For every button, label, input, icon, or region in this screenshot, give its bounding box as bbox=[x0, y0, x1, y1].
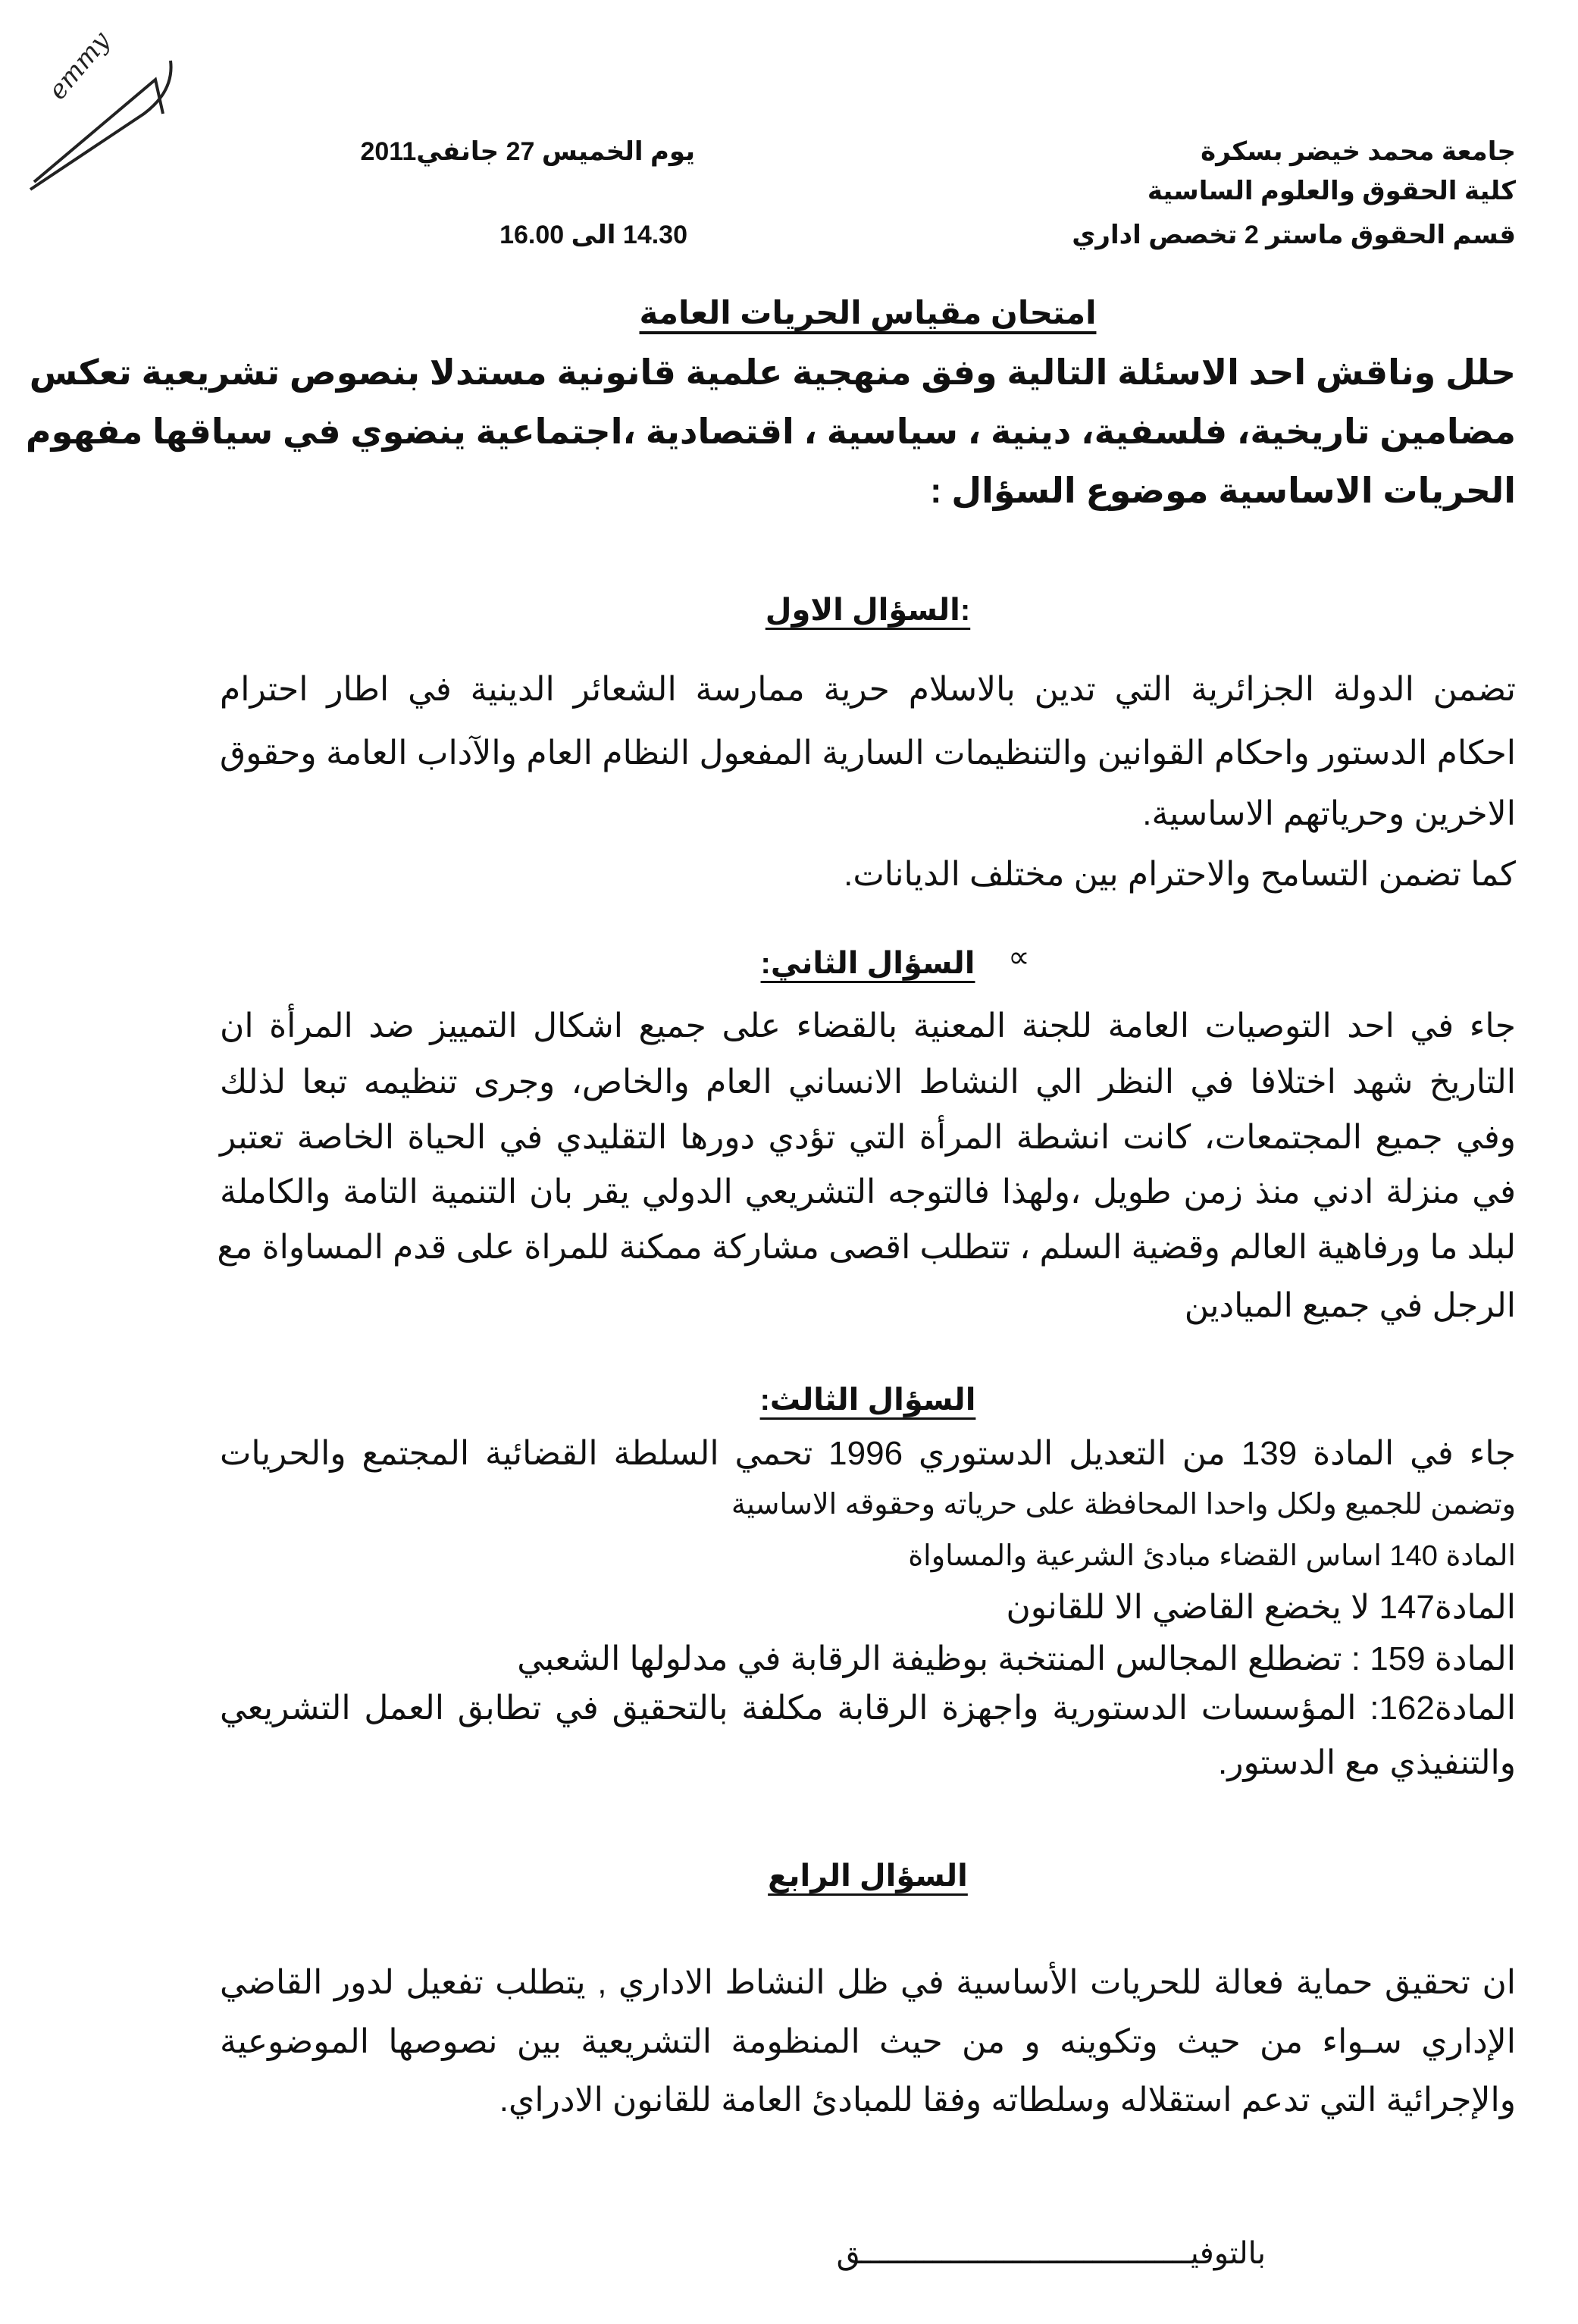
question-2-line: جاء في احد التوصيات العامة للجنة المعنية بالقضاء على جميع اشكال التمييز ضد المرأة ان bbox=[220, 1007, 1516, 1045]
question-1-heading: :السؤال الاول bbox=[765, 594, 971, 627]
question-2-line: الرجل في جميع الميادين bbox=[1184, 1287, 1516, 1324]
question-4-line: ان تحقيق حماية فعالة للحريات الأساسية في ظل النشاط الاداري , يتطلب تفعيل لدور القاضي bbox=[220, 1964, 1516, 2001]
svg-text:emmy: emmy bbox=[42, 26, 117, 106]
question-2-line: لبلد ما ورفاهية العالم وقضية السلم ، تتطلب اقصى مشاركة ممكنة للمراة على قدم المساواة مع bbox=[217, 1229, 1516, 1266]
question-3-heading: السؤال الثالث: bbox=[759, 1383, 976, 1417]
question-3-line: وتضمن للجميع ولكل واحدا المحافظة على حرياته وحقوقه الاساسية bbox=[731, 1489, 1516, 1521]
exam-title: امتحان مقياس الحريات العامة bbox=[639, 295, 1097, 330]
question-2-line: التاريخ شهد اختلافا في النظر الي النشاط الانساني العام والخاص، وجرى تنظيمه تبعا لذلك bbox=[220, 1063, 1516, 1101]
exam-date: يوم الخميس 27 جانفي2011 bbox=[360, 137, 695, 166]
question-2-line: في منزلة ادني منذ زمن طويل ،ولهذا فالتوجه التشريعي الدولي يقر بان التنمية التامة والكاملة bbox=[220, 1173, 1516, 1211]
institution-line: جامعة محمد خيضر بسكرة bbox=[1201, 137, 1516, 166]
question-3-line: المادة147 لا يخضع القاضي الا للقانون bbox=[1006, 1589, 1516, 1626]
question-4-heading: السؤال الرابع bbox=[768, 1859, 968, 1893]
question-3-line: جاء في المادة 139 من التعديل الدستوري 1996 تحمي السلطة القضائية المجتمع والحريات bbox=[220, 1435, 1516, 1472]
question-4-line: والإجرائية التي تدعم استقلاله وسلطاته وفقا للمبادئ العامة للقانون الادراي. bbox=[499, 2081, 1516, 2119]
question-3-line: المادة 140 اساس القضاء مبادئ الشرعية والمساواة bbox=[908, 1540, 1516, 1572]
question-4-line: الإداري سـواء من حيث وتكوينه و من حيث المنظومة التشريعية بين نصوصها الموضوعية bbox=[220, 2023, 1516, 2060]
question-3-line: والتنفيذي مع الدستور. bbox=[1217, 1744, 1516, 1781]
question-1-line: كما تضمن التسامح والاحترام بين مختلف الديانات. bbox=[844, 856, 1516, 893]
instruction-line: مضامين تاريخية، فلسفية، دينية ، سياسية ، اقتصادية ،اجتماعية ينضوي في سياقها مفهوم bbox=[25, 412, 1516, 451]
closing-good-luck: بالتوفيـــــــــــــــــــــــــــــــــــــق bbox=[836, 2237, 1266, 2270]
handwritten-signature bbox=[0, 0, 197, 205]
instruction-line: الحريات الاساسية موضوع السؤال : bbox=[930, 471, 1516, 510]
question-1-line: احكام الدستور واحكام القوانين والتنظيمات السارية المفعول النظام العام والآداب العامة وحقوق bbox=[220, 734, 1516, 772]
question-3-line: المادة162: المؤسسات الدستورية واجهزة الرقابة مكلفة بالتحقيق في تطابق العمل التشريعي bbox=[220, 1690, 1516, 1727]
exam-time: 14.30 الى 16.00 bbox=[499, 221, 687, 249]
question-2-line: وفي جميع المجتمعات، كانت انشطة المرأة التي تؤدي دورها التقليدي في الحياة الخاصة تعتبر bbox=[220, 1119, 1516, 1156]
question-1-line: تضمن الدولة الجزائرية التي تدين بالاسلام حرية ممارسة الشعائر الدينية في اطار احترام bbox=[220, 671, 1516, 708]
instruction-line: حلل وناقش احد الاسئلة التالية وفق منهجية علمية قانونية مستدلا بنصوص تشريعية تعكس bbox=[29, 352, 1516, 392]
institution-line: كلية الحقوق والعلوم الساسية bbox=[1147, 177, 1516, 205]
question-3-line: المادة 159 : تضطلع المجالس المنتخبة بوظيفة الرقابة في مدلولها الشعبي bbox=[517, 1640, 1516, 1677]
question-2-heading: السؤال الثاني: bbox=[760, 947, 975, 980]
question-1-line: الاخرين وحرياتهم الاساسية. bbox=[1142, 795, 1516, 832]
institution-line: قسم الحقوق ماستر 2 تخصص اداري bbox=[1072, 221, 1516, 249]
handwritten-mark: ∝ bbox=[1008, 941, 1030, 974]
